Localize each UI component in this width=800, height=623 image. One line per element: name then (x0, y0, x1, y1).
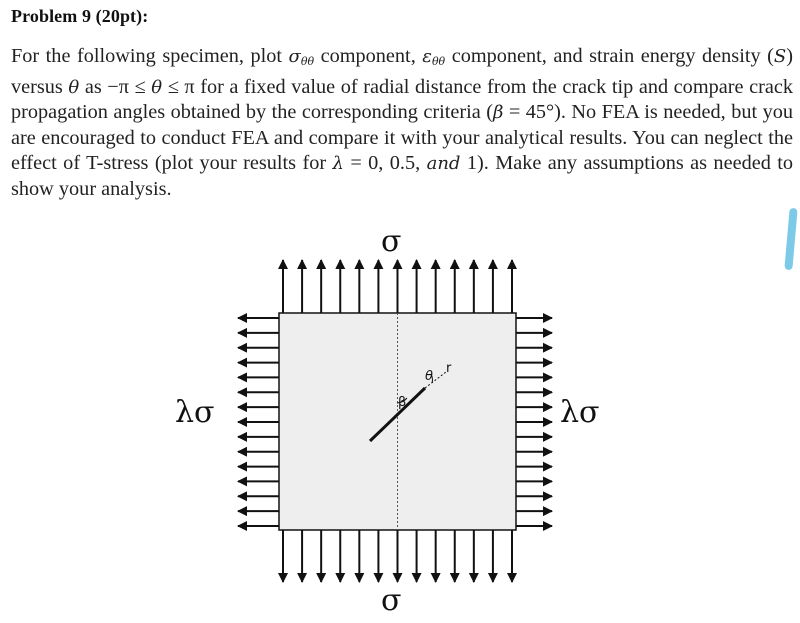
beta-label: β (398, 395, 407, 410)
left-lambda-sigma-label: λσ (175, 395, 215, 430)
epsilon-char: ε (422, 46, 432, 67)
text-segment: ) versus (11, 45, 793, 98)
r-label: r (446, 361, 452, 376)
and-word: and (426, 153, 461, 175)
bottom-sigma-label: σ (381, 583, 402, 618)
top-load-arrows (283, 260, 512, 313)
text-segment: = 0, 0.5, (350, 152, 421, 175)
theta-symbol: θ (68, 76, 80, 98)
s-symbol: S (773, 46, 787, 67)
sigma-subscript: θθ (300, 55, 315, 68)
right-lambda-sigma-label: λσ (560, 395, 600, 430)
right-load-arrows (516, 318, 552, 526)
bottom-load-arrows (283, 530, 512, 582)
text-segment: ≤ π for a fixed value of radial distance from the crack tip and compare crack propagation angles obtained by the corresponding criteria ( (11, 75, 793, 124)
top-sigma-label: σ (381, 224, 402, 259)
text-segment: 1). Make any assumptions as needed to show your analysis. (11, 152, 794, 200)
text-segment: as −π ≤ (84, 75, 146, 98)
theta-symbol: θ (151, 76, 163, 98)
text-segment: For the following specimen, plot (11, 45, 283, 67)
text-segment: component, (320, 45, 416, 67)
sigma-char: σ (288, 46, 301, 67)
text-segment: component, and strain energy density ( (451, 45, 774, 67)
lambda-symbol: λ (332, 153, 344, 175)
epsilon-subscript: θθ (431, 55, 446, 68)
problem-title: Problem 9 (20pt): (11, 6, 149, 26)
text-segment: = 45°). No FEA is needed, but you are encouraged to conduct FEA and compare it with your analytical results. You can neglect the effect of T-stress (plot your results for (11, 101, 794, 175)
beta-symbol: β (492, 102, 504, 124)
theta-label: θ (425, 369, 433, 384)
left-load-arrows (238, 318, 279, 526)
